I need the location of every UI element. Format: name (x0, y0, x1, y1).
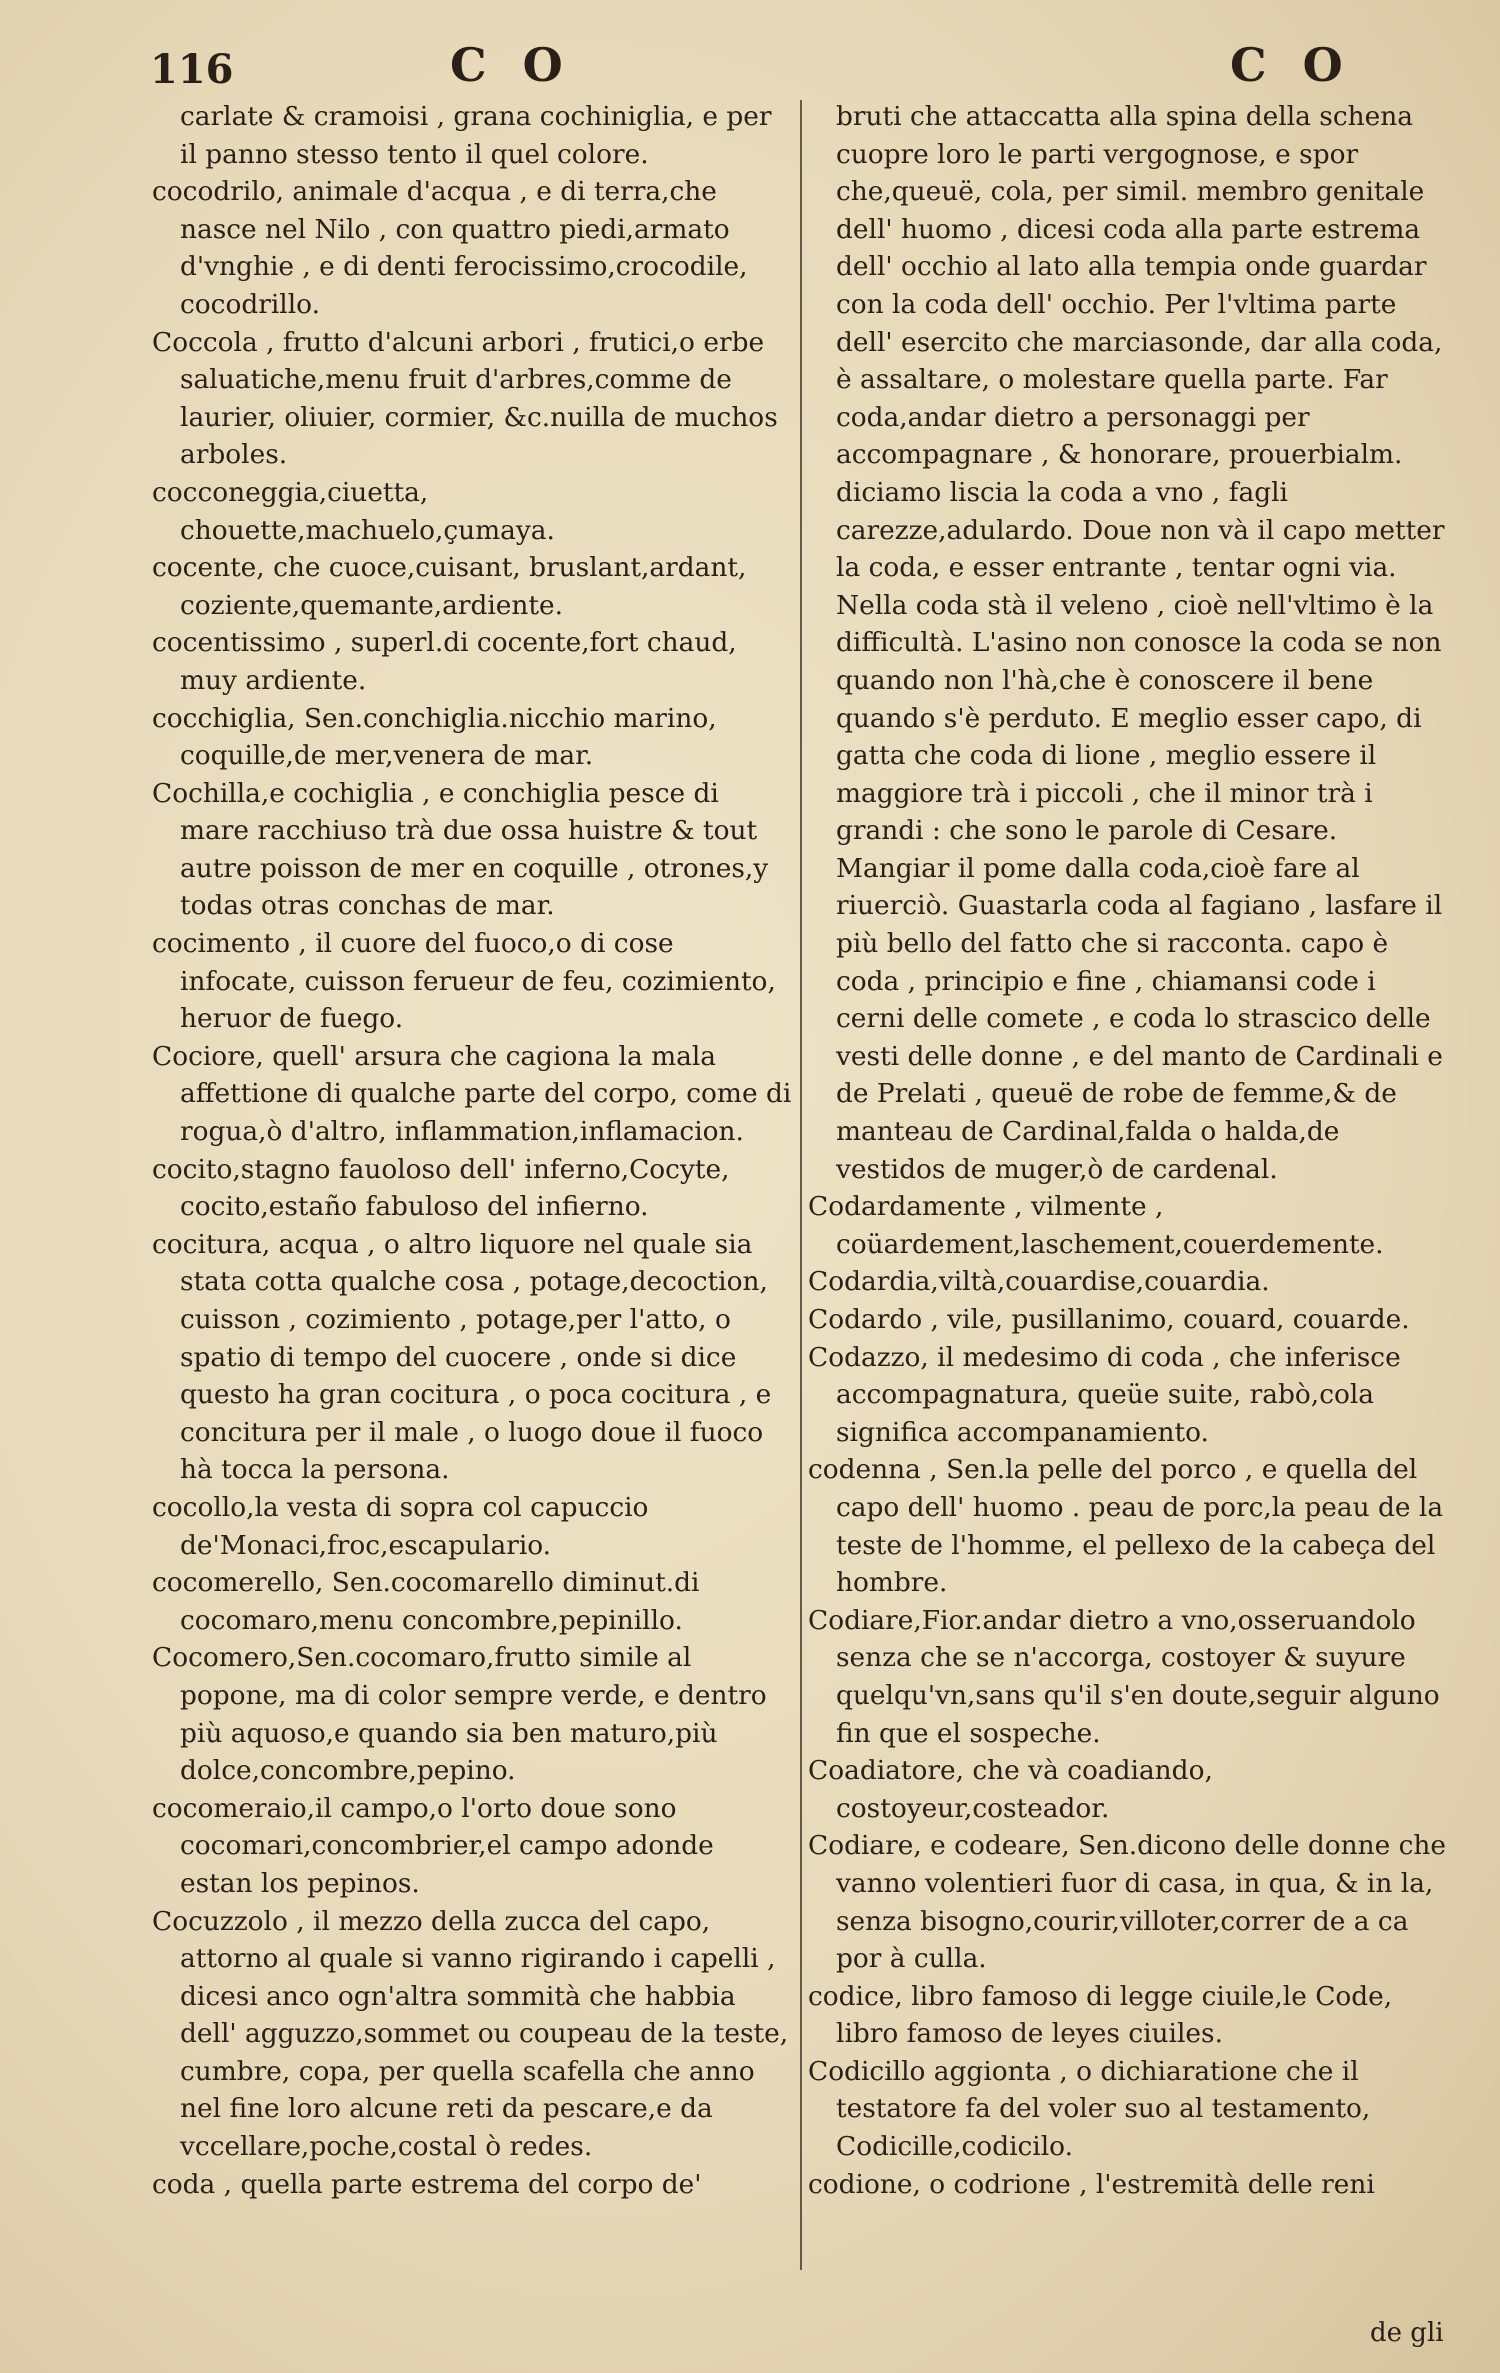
entry: Codardamente , vilmente , coüardement,laschement,couerdemente. (808, 1191, 1384, 1260)
entry: bruti che attaccatta alla spina della schena cuopre loro le parti vergognose, e spor che,queuë, cola, per simil. membro genitale dell' huomo , dicesi coda alla parte estrema dell' occhio al lato alla tempia onde guardar con la coda dell' occhio. Per l'vltima parte dell' esercito che marciasonde, dar alla coda, è assaltare, o molestare quella parte. Far coda,andar dietro a personaggi per accompagnare , & honorare, prouerbialm. diciamo liscia la coda a vno , fagli carezze,adulardo. Doue non và il capo metter la coda, e esser entrante , tentar ogni via. Nella coda stà il veleno , cioè nell'vltimo è la difficultà. L'asino non conosce la coda se non quando non l'hà,che è conoscere il bene quando s'è perduto. E meglio esser capo, di gatta che coda di lione , meglio essere il maggiore trà i piccoli , che il minor trà i grandi : che sono le parole di Cesare. Mangiar il pome dalla coda,cioè fare al riuerciò. Guastarla coda al fagiano , lasfare il più bello del fatto che si racconta. capo è coda , principio e fine , chiamansi code i cerni delle comete , e coda lo strascico delle vesti delle donne , e del manto de Cardinali e de Prelati , queuë de robe de femme,& de manteau de Cardinal,falda o halda,de vestidos de muger,ò de cardenal. (836, 101, 1445, 1185)
entry: Coccola , frutto d'alcuni arbori , frutici,o erbe saluatiche,menu fruit d'arbres,comme de laurier, oliuier, cormier, &c.nuilla de muchos arboles. (152, 326, 778, 471)
running-head-left: C O (450, 38, 573, 92)
entry: Codiare,Fior.andar dietro a vno,osseruandolo senza che se n'accorga, costoyer & suyure quelqu'vn,sans qu'il s'en doute,seguir alguno fin que el sospeche. (808, 1604, 1440, 1749)
entry: cocconeggia,ciuetta, chouette,machuelo,çumaya. (152, 476, 555, 546)
entry: Codazzo, il medesimo di coda , che inferisce accompagnatura, queüe suite, rabò,cola significa accompanamiento. (808, 1341, 1401, 1448)
page-number: 116 (150, 46, 234, 93)
entry: codione, o codrione , l'estremità delle reni (808, 2168, 1375, 2200)
entry: codice, libro famoso di legge ciuile,le Code, libro famoso de leyes ciuiles. (808, 1980, 1393, 2050)
catchword: de gli (1370, 2318, 1444, 2348)
entry: Codicillo aggionta , o dichiaratione che il testatore fa del voler suo al testamento, Codicille,codicilo. (808, 2055, 1371, 2163)
entry: Codardo , vile, pusillanimo, couard, couarde. (808, 1304, 1410, 1335)
entry: Cociore, quell' arsura che cagiona la mala affettione di qualche parte del corpo, come di rogua,ò d'altro, inflammation,inflamacion. (152, 1040, 792, 1148)
entry: cocimento , il cuore del fuoco,o di cose infocate, cuisson ferueur de feu, cozimiento, heruor de fuego. (152, 928, 776, 1035)
entry: carlate & cramoisi , grana cochiniglia, e per il panno stesso tento il quel colore. (180, 101, 772, 170)
entry: cocchiglia, Sen.conchiglia.nicchio marino, coquille,de mer,venera de mar. (152, 702, 717, 772)
entry: cocentissimo , superl.di cocente,fort chaud, muy ardiente. (152, 627, 737, 696)
entry: Codiare, e codeare, Sen.dicono delle donne che vanno volentieri fuor di casa, in qua, & in la, senza bisogno,courir,villoter,correr de a ca por à culla. (808, 1830, 1447, 1975)
entry: cocente, che cuoce,cuisant, bruslant,ardant, coziente,quemante,ardiente. (152, 552, 747, 621)
entry: Cocomero,Sen.cocomaro,frutto simile al popone, ma di color sempre verde, e dentro più aquoso,e quando sia ben maturo,più dolce,concombre,pepino. (152, 1642, 767, 1787)
entry: cocomeraio,il campo,o l'orto doue sono cocomari,concombrier,el campo adonde estan los pepinos. (152, 1792, 714, 1899)
entry: Coadiatore, che và coadiando, costoyeur,costeador. (808, 1755, 1213, 1824)
running-header (150, 38, 1440, 98)
column-divider (800, 100, 802, 2270)
entry: cocito,stagno fauoloso dell' inferno,Cocyte, cocito,estaño fabuloso del infierno. (152, 1153, 730, 1223)
entry: cocollo,la vesta di sopra col capuccio de'Monaci,froc,escapulario. (152, 1491, 649, 1561)
entry: coda , quella parte estrema del corpo de' (152, 2168, 702, 2200)
entry: cocitura, acqua , o altro liquore nel quale sia stata cotta qualche cosa , potage,decoction, cuisson , cozimiento , potage,per l'atto, o spatio di tempo del cuocere , onde si dice questo ha gran cocitura , o poca cocitura , e concitura per il male , o luogo doue il fuoco hà tocca la persona. (152, 1228, 772, 1486)
right-column (808, 98, 1448, 2203)
entry: cocomerello, Sen.cocomarello diminut.di cocomaro,menu concombre,pepinillo. (152, 1567, 700, 1636)
entry: Cochilla,e cochiglia , e conchiglia pesce di mare racchiuso trà due ossa huistre & tout autre poisson de mer en coquille , otrones,y todas otras conchas de mar. (152, 777, 769, 922)
left-column (152, 98, 792, 2203)
entry: codenna , Sen.la pelle del porco , e quella del capo dell' huomo . peau de porc,la peau de la teste de l'homme, el pellexo de la cabeça del hombre. (808, 1454, 1444, 1599)
running-head-right: C O (1230, 38, 1353, 92)
entry: Codardia,viltà,couardise,couardia. (808, 1266, 1270, 1298)
entry: cocodrilo, animale d'acqua , e di terra,che nasce nel Nilo , con quattro piedi,armato d'vnghie , e di denti ferocissimo,crocodile, cocodrillo. (152, 176, 748, 320)
entry: Cocuzzolo , il mezzo della zucca del capo, attorno al quale si vanno rigirando i capelli , dicesi anco ogn'altra sommità che habbia dell' agguzzo,sommet ou coupeau de la teste, cumbre, copa, per quella scafella che anno nel fine loro alcune reti da pescare,e da vccellare,poche,costal ò redes. (152, 1905, 789, 2163)
